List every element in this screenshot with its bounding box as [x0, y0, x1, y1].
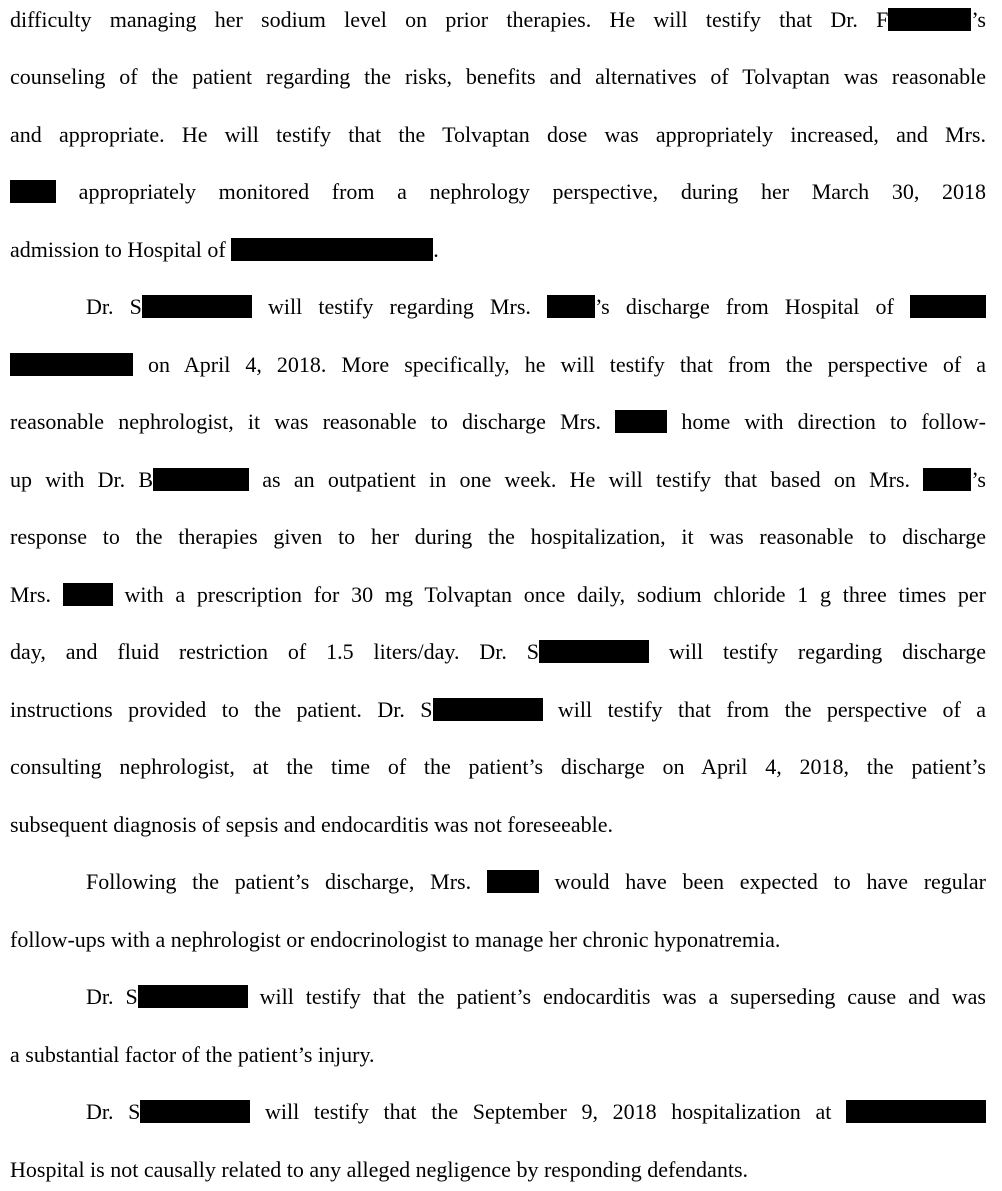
text-line [10, 235, 986, 265]
text-line [10, 350, 986, 380]
text-segment: ’s discharge from Hospital of [595, 294, 910, 319]
text-segment: reasonable nephrologist, it was reasonable to discharge Mrs. [10, 409, 616, 434]
text-line [10, 5, 986, 35]
text-segment: response to the therapies given to her during the hospitalization, it was reasonable to discharge [10, 524, 986, 549]
text-line [10, 292, 986, 322]
text-segment: day, and fluid restriction of 1.5 liters/day. Dr. S [10, 639, 540, 664]
text-segment: admission to Hospital of [10, 237, 232, 262]
text-line [10, 1155, 986, 1185]
text-line [10, 752, 986, 782]
text-line [10, 580, 986, 610]
text-segment: will testify regarding Mrs. [251, 294, 548, 319]
redaction-block [10, 180, 56, 203]
text-line [10, 695, 986, 725]
text-segment: instructions provided to the patient. Dr. S [10, 697, 433, 722]
text-segment: will testify that the patient’s endocarditis was a superseding cause and was [247, 984, 986, 1009]
text-line [10, 925, 986, 955]
redaction-block [615, 410, 667, 433]
redaction-block [153, 468, 249, 491]
text-segment: Dr. S [86, 1099, 141, 1124]
text-line [10, 1040, 986, 1070]
redaction-block [539, 640, 649, 663]
text-line [10, 810, 986, 840]
text-segment: subsequent diagnosis of sepsis and endocarditis was not foreseeable. [10, 812, 614, 837]
redaction-block [142, 295, 252, 318]
redaction-block [10, 353, 133, 376]
text-segment: as an outpatient in one week. He will testify that based on Mrs. [249, 467, 924, 492]
redaction-block [923, 468, 971, 491]
text-segment: Following the patient’s discharge, Mrs. [86, 869, 487, 894]
text-segment: with a prescription for 30 mg Tolvaptan once daily, sodium chloride 1 g three times per [112, 582, 986, 607]
text-segment: difficulty managing her sodium level on prior therapies. He will testify that Dr. F [10, 7, 889, 32]
redaction-block [910, 295, 986, 318]
text-segment: Dr. S [86, 984, 138, 1009]
text-segment: will testify that from the perspective of a [542, 697, 986, 722]
text-segment: up with Dr. B [10, 467, 154, 492]
text-segment: follow-ups with a nephrologist or endocrinologist to manage her chronic hyponatremia. [10, 927, 781, 952]
text-segment: will testify regarding discharge [649, 639, 987, 664]
text-line [10, 982, 986, 1012]
redaction-block [140, 1100, 250, 1123]
text-segment: ’s [971, 7, 986, 32]
text-segment: Mrs. [10, 582, 63, 607]
text-segment: counseling of the patient regarding the risks, benefits and alternatives of Tolvaptan was reasonable [10, 64, 986, 89]
text-line [10, 1097, 986, 1127]
text-segment: home with direction to follow- [667, 409, 986, 434]
redaction-block [487, 870, 539, 893]
text-segment: ’s [971, 467, 986, 492]
text-line [10, 867, 986, 897]
redaction-block [63, 583, 113, 606]
text-segment: Hospital is not causally related to any alleged negligence by responding defendants. [10, 1157, 748, 1182]
text-segment: a substantial factor of the patient’s injury. [10, 1042, 375, 1067]
text-segment: will testify that the September 9, 2018 hospitalization at [250, 1099, 846, 1124]
text-line [10, 177, 986, 207]
redaction-block [138, 985, 248, 1008]
redaction-block [231, 238, 433, 261]
redaction-block [547, 295, 595, 318]
text-segment: on April 4, 2018. More specifically, he will testify that from the perspective of a [133, 352, 986, 377]
text-line [10, 407, 986, 437]
text-line [10, 62, 986, 92]
text-segment: appropriately monitored from a nephrology perspective, during her March 30, 2018 [56, 179, 986, 204]
text-line [10, 465, 986, 495]
text-segment: and appropriate. He will testify that the Tolvaptan dose was appropriately increased, and Mrs. [10, 122, 986, 147]
text-segment: Dr. S [86, 294, 142, 319]
redaction-block [888, 8, 971, 31]
text-segment: . [433, 237, 439, 262]
text-line [10, 522, 986, 552]
text-segment: consulting nephrologist, at the time of the patient’s discharge on April 4, 2018, the patient’s [10, 754, 986, 779]
text-segment: would have been expected to have regular [538, 869, 986, 894]
text-line [10, 120, 986, 150]
redaction-block [433, 698, 543, 721]
redaction-block [846, 1100, 986, 1123]
text-line [10, 637, 986, 667]
